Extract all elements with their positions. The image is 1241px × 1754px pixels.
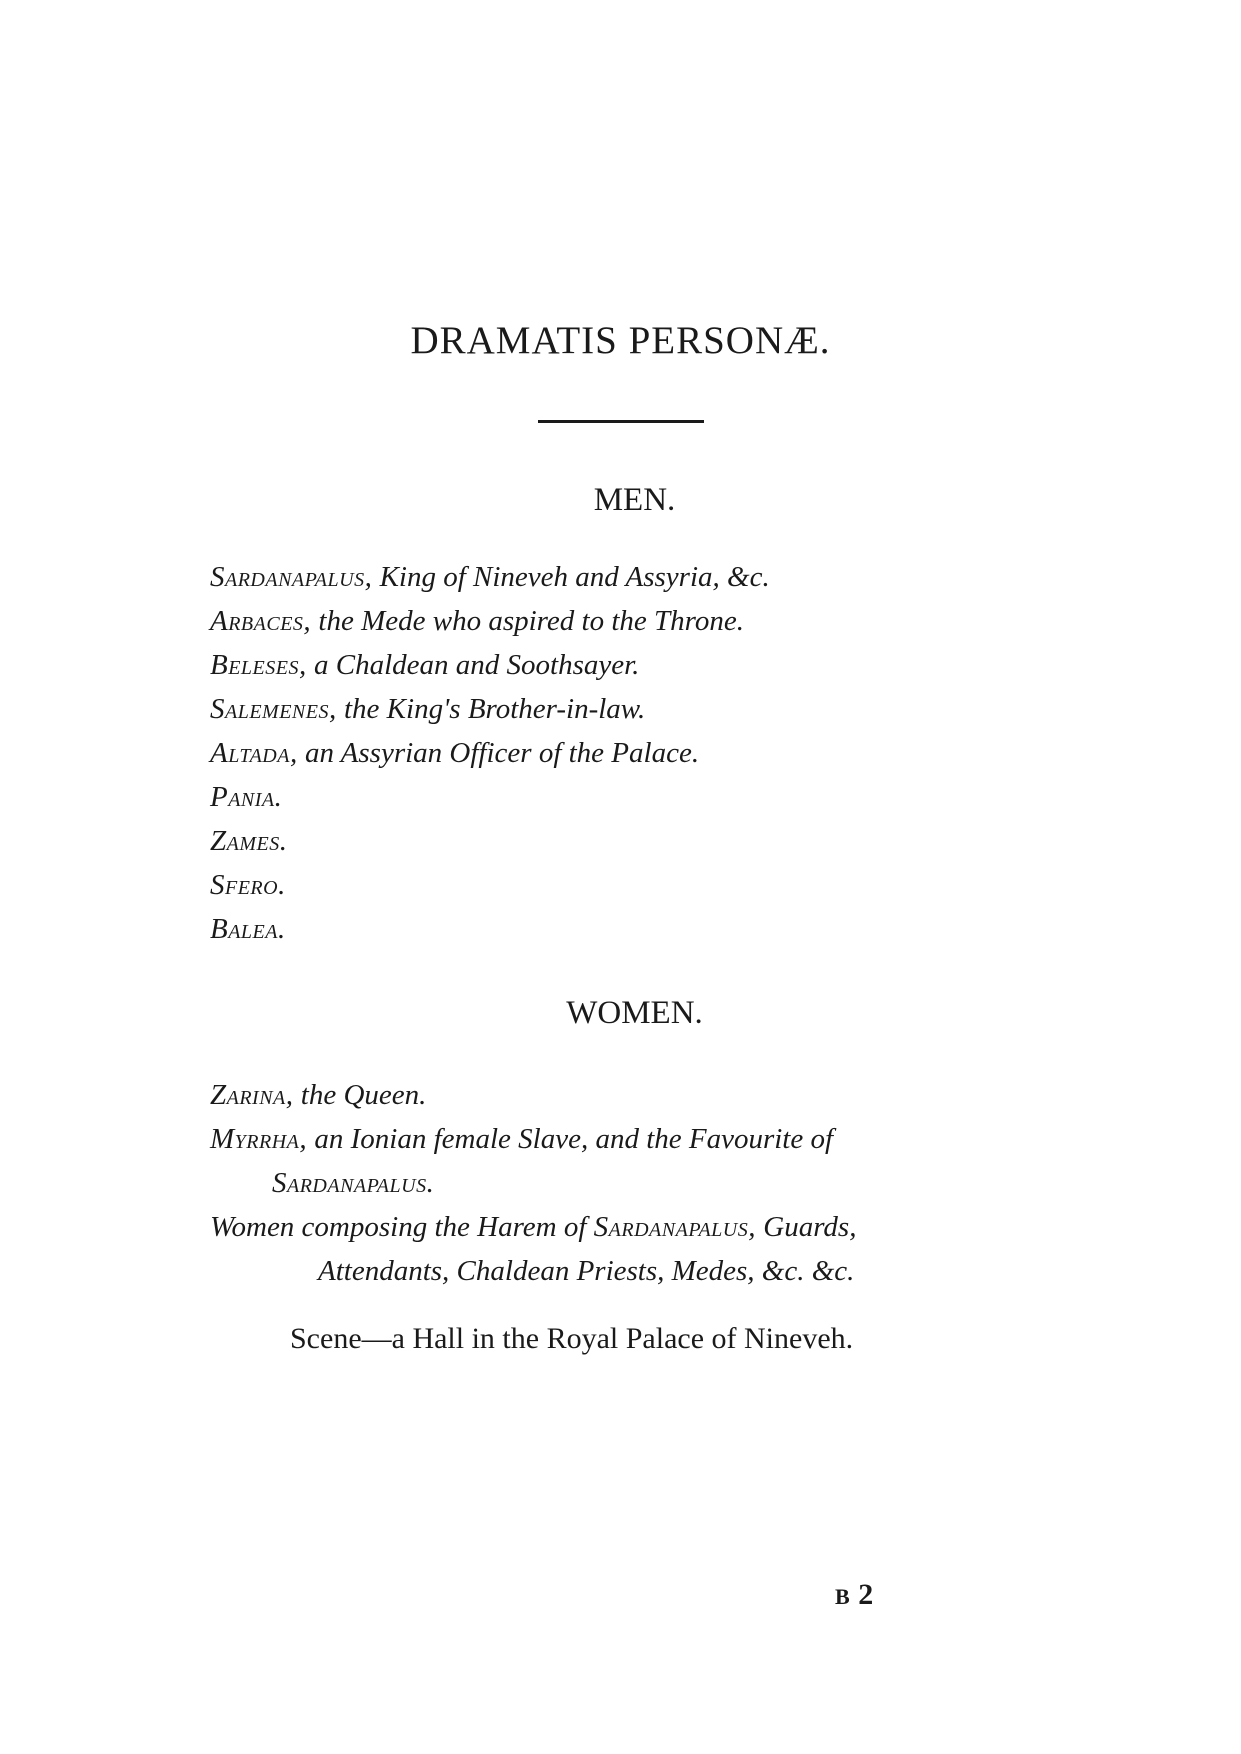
character-description: a Chaldean and Soothsayer. — [306, 649, 640, 681]
title-divider — [538, 420, 704, 423]
men-list — [210, 555, 770, 951]
list-item — [210, 1117, 1040, 1205]
character-name: Pania. — [210, 781, 283, 813]
character-name: Altada, — [210, 737, 298, 769]
men-heading: MEN. — [593, 482, 676, 518]
list-item — [210, 1073, 1040, 1117]
list-item — [210, 555, 770, 599]
character-name: Salemenes, — [210, 693, 337, 725]
list-item — [210, 863, 770, 907]
page-title: DRAMATIS PERSONÆ. — [410, 319, 831, 362]
character-name: Sardanapalus, — [210, 561, 373, 593]
list-item — [210, 907, 770, 951]
list-item — [210, 775, 770, 819]
list-item — [210, 1205, 1040, 1293]
character-description: an Assyrian Officer of the Palace. — [297, 737, 700, 769]
ensemble-continuation: Attendants, Chaldean Priests, Medes, &c. &c. — [318, 1255, 855, 1287]
character-description: an Ionian female Slave, and the Favourite of — [307, 1123, 834, 1155]
women-list — [210, 1073, 1040, 1293]
character-description: the Mede who aspired to the Throne. — [311, 605, 744, 637]
character-description: the Queen. — [293, 1079, 427, 1111]
character-name: Arbaces, — [210, 605, 312, 637]
list-item — [210, 687, 770, 731]
list-item — [210, 643, 770, 687]
character-name: Zames. — [210, 825, 288, 857]
character-name: Balea. — [210, 913, 286, 945]
character-name: Zarina, — [210, 1079, 294, 1111]
character-name: Sardanapalus, — [593, 1211, 756, 1243]
ensemble-tail: Guards, — [756, 1211, 857, 1243]
list-item — [210, 731, 770, 775]
character-description: the King's Brother-in-law. — [336, 693, 646, 725]
list-item — [210, 819, 770, 863]
signature-number: 2 — [858, 1578, 874, 1611]
signature-mark — [835, 1578, 873, 1612]
character-name: Sfero. — [210, 869, 286, 901]
character-description: King of Nineveh and Assyria, &c. — [372, 561, 770, 593]
character-name: Beleses, — [210, 649, 307, 681]
list-item — [210, 599, 770, 643]
women-heading: WOMEN. — [566, 995, 703, 1031]
signature-letter: B — [835, 1584, 851, 1609]
character-name-continuation: Sardanapalus. — [272, 1167, 435, 1199]
ensemble-lead: Women composing the Harem of — [210, 1211, 594, 1243]
scene-setting: Scene—a Hall in the Royal Palace of Nineveh. — [290, 1322, 854, 1355]
character-name: Myrrha, — [210, 1123, 308, 1155]
